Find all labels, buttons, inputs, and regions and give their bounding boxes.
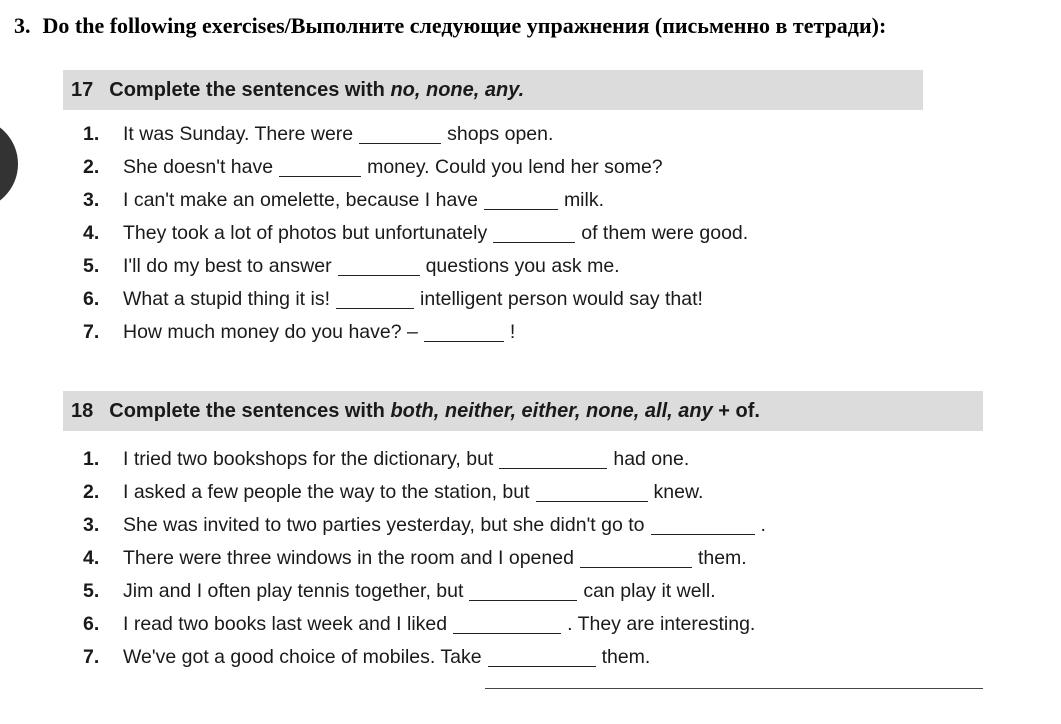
bottom-divider xyxy=(485,688,983,689)
instruction-tail: + of. xyxy=(718,399,760,422)
instruction-words: no, none, any. xyxy=(390,78,525,101)
exercise-17-list xyxy=(83,118,748,349)
list-item xyxy=(83,509,766,542)
item-text: . They are interesting. xyxy=(567,613,756,635)
item-text: them. xyxy=(601,646,651,668)
list-item xyxy=(83,575,766,608)
answer-blank[interactable] xyxy=(580,549,692,568)
item-text: . xyxy=(760,514,766,536)
item-text: I asked a few people the way to the station, but xyxy=(123,481,530,503)
answer-blank[interactable] xyxy=(493,224,575,243)
item-text: I can't make an omelette, because I have xyxy=(123,189,478,211)
exercise-number: 18 xyxy=(71,399,94,422)
item-number: 2. xyxy=(83,156,100,178)
answer-blank[interactable] xyxy=(338,257,420,276)
answer-blank[interactable] xyxy=(488,648,596,667)
answer-blank[interactable] xyxy=(279,158,361,177)
item-number: 7. xyxy=(83,646,100,668)
list-item xyxy=(83,217,748,250)
exercise-18-list xyxy=(83,443,766,674)
list-item xyxy=(83,151,748,184)
item-text: How much money do you have? – xyxy=(123,321,418,343)
item-number: 3. xyxy=(83,514,100,536)
item-number: 3. xyxy=(83,189,100,211)
item-number: 6. xyxy=(83,288,100,310)
answer-blank[interactable] xyxy=(499,450,607,469)
item-text: Jim and I often play tennis together, but xyxy=(123,580,464,602)
instruction-text: Complete the sentences with xyxy=(109,399,385,422)
list-item xyxy=(83,316,748,349)
item-text: intelligent person would say that! xyxy=(420,288,703,310)
item-text: What a stupid thing it is! xyxy=(123,288,331,310)
item-text: She was invited to two parties yesterday, but she didn't go to xyxy=(123,514,645,536)
instruction-text: Complete the sentences with xyxy=(109,78,385,101)
item-text: questions you ask me. xyxy=(425,255,620,277)
item-text: She doesn't have xyxy=(123,156,274,178)
item-number: 4. xyxy=(83,547,100,569)
list-item xyxy=(83,250,748,283)
item-number: 4. xyxy=(83,222,100,244)
list-item xyxy=(83,283,748,316)
item-text: had one. xyxy=(613,448,690,470)
item-number: 7. xyxy=(83,321,100,343)
list-item xyxy=(83,443,766,476)
item-number: 1. xyxy=(83,448,100,470)
answer-blank[interactable] xyxy=(336,290,414,309)
exercise-18-banner xyxy=(63,391,983,431)
task-text: Do the following exercises/Выполните следующие упражнения (письменно в тетради): xyxy=(42,13,887,38)
task-number: 3. xyxy=(14,13,31,38)
item-text: them. xyxy=(697,547,747,569)
item-text: ! xyxy=(509,321,516,343)
item-text: I'll do my best to answer xyxy=(123,255,332,277)
answer-blank[interactable] xyxy=(359,125,441,144)
exercise-17-banner xyxy=(63,70,923,110)
instruction-words: both, neither, either, none, all, any xyxy=(390,399,713,422)
item-text: I tried two bookshops for the dictionary, but xyxy=(123,448,494,470)
item-text: money. Could you lend her some? xyxy=(367,156,663,178)
item-number: 2. xyxy=(83,481,100,503)
list-item xyxy=(83,184,748,217)
item-number: 5. xyxy=(83,580,100,602)
item-number: 1. xyxy=(83,123,100,145)
item-number: 6. xyxy=(83,613,100,635)
list-item xyxy=(83,476,766,509)
answer-blank[interactable] xyxy=(484,191,558,210)
item-text: shops open. xyxy=(447,123,554,145)
item-text: can play it well. xyxy=(583,580,716,602)
answer-blank[interactable] xyxy=(424,323,504,342)
task-heading xyxy=(14,13,886,39)
list-item xyxy=(83,641,766,674)
answer-blank[interactable] xyxy=(453,615,561,634)
item-text: They took a lot of photos but unfortunately xyxy=(123,222,488,244)
list-item xyxy=(83,608,766,641)
page-edge-shadow xyxy=(0,118,18,210)
answer-blank[interactable] xyxy=(536,483,648,502)
item-text: milk. xyxy=(563,189,605,211)
item-text: We've got a good choice of mobiles. Take xyxy=(123,646,482,668)
list-item xyxy=(83,542,766,575)
item-text: of them were good. xyxy=(581,222,749,244)
answer-blank[interactable] xyxy=(651,516,755,535)
item-text: There were three windows in the room and I opened xyxy=(123,547,574,569)
answer-blank[interactable] xyxy=(469,582,577,601)
item-number: 5. xyxy=(83,255,100,277)
item-text: I read two books last week and I liked xyxy=(123,613,448,635)
exercise-number: 17 xyxy=(71,78,94,101)
item-text: knew. xyxy=(653,481,704,503)
item-text: It was Sunday. There were xyxy=(123,123,354,145)
list-item xyxy=(83,118,748,151)
